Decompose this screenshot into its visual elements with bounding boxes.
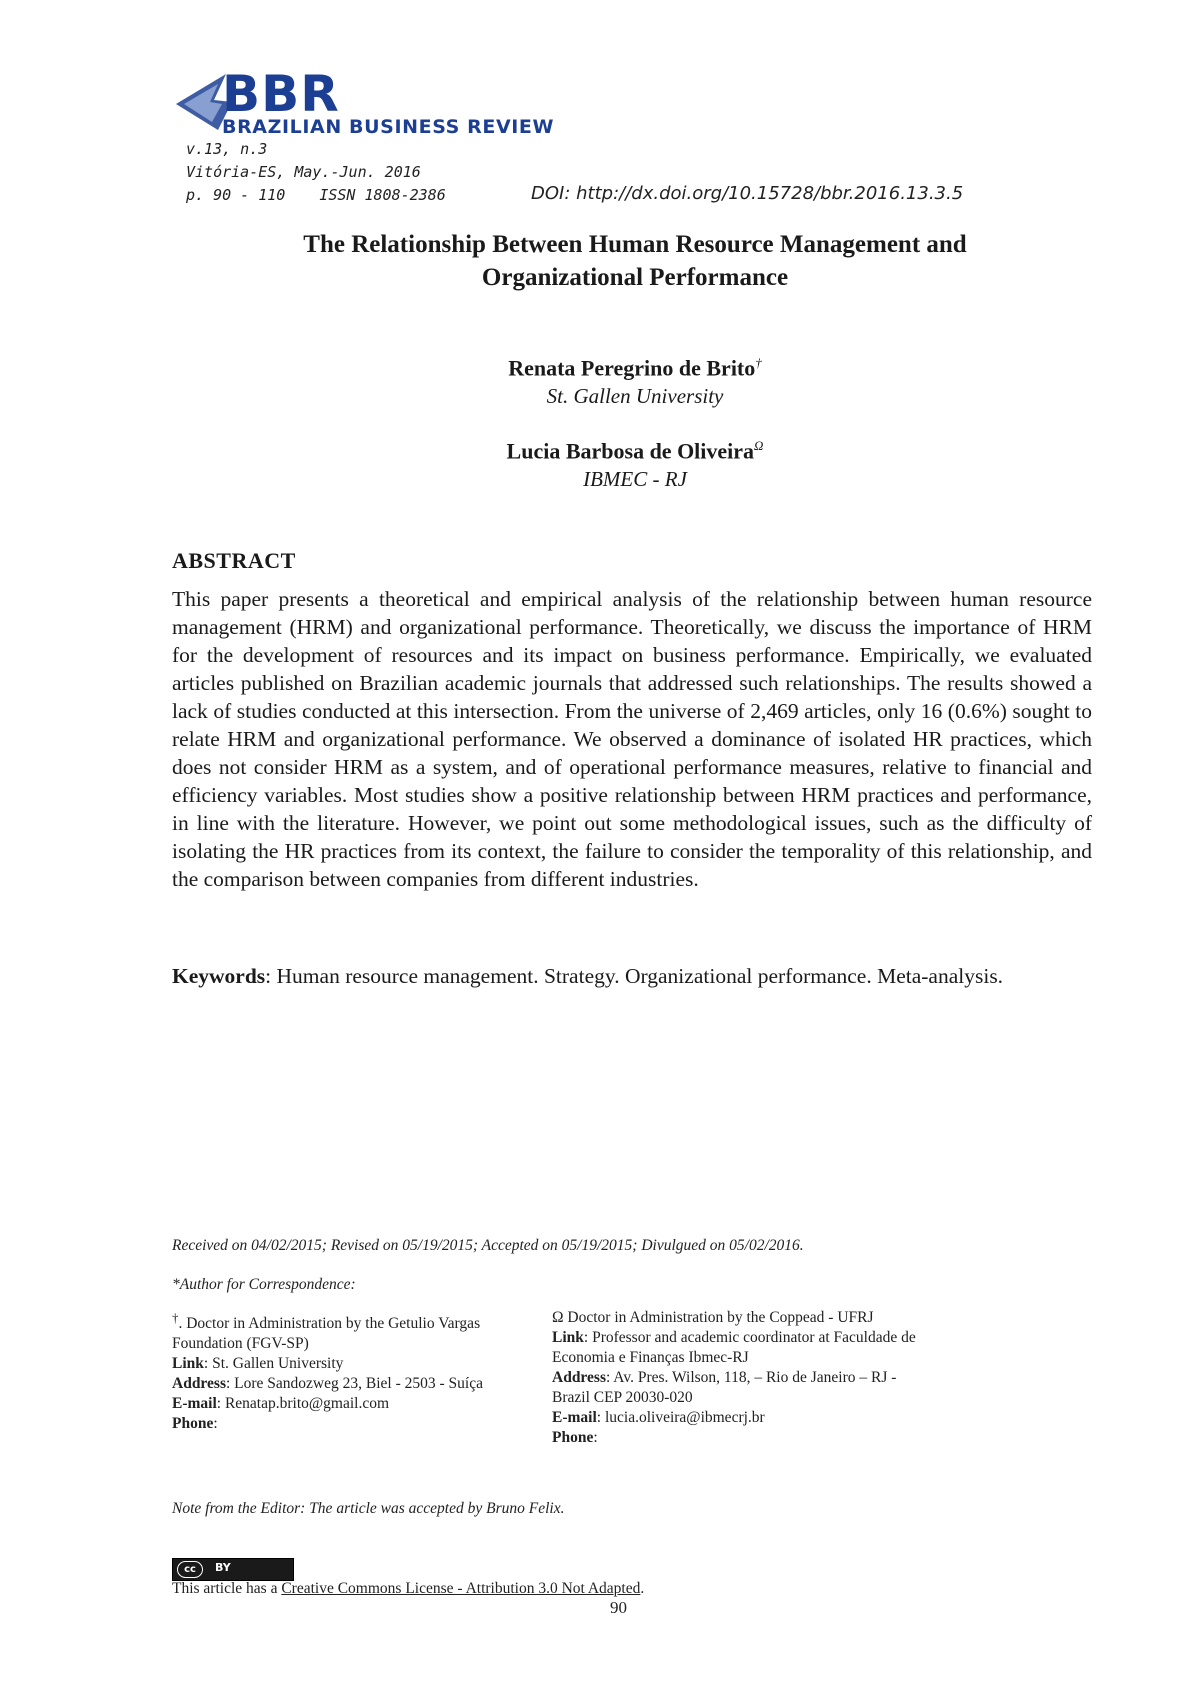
editor-note: Note from the Editor: The article was accepted by Bruno Felix. <box>172 1500 565 1517</box>
author-mark: Ω <box>754 438 764 453</box>
author-mark: † <box>755 355 762 370</box>
author-name: Lucia Barbosa de Oliveira <box>506 438 755 464</box>
author-affiliation: St. Gallen University <box>546 384 724 409</box>
correspondence-label: *Author for Correspondence: <box>172 1276 356 1293</box>
author-affiliation: IBMEC - RJ <box>583 467 687 492</box>
author-1 <box>172 349 1098 410</box>
author-2-details: Ω Doctor in Administration by the Coppead - UFRJ Link: Professor and academic coordinator at Faculdade de Economia e Finanças Ibmec-RJ Address: Av. Pres. Wilson, 118, – Rio de Janeiro – RJ - Brazil CEP 20030-020 E-mail: lucia.oliveira@ibmecrj.br Phone: <box>552 1309 916 1446</box>
author-1-details: †. Doctor in Administration by the Getulio Vargas Foundation (FGV-SP) Link: St. Gallen University Address: Lore Sandozweg 23, Biel - 2503 - Suíça E-mail: Renatap.brito@gmail.com Phone: <box>172 1310 483 1433</box>
author-2 <box>172 432 1098 493</box>
location-date: Vitória-ES, May.-Jun. 2016 <box>186 163 421 181</box>
issue-meta <box>186 138 446 207</box>
page-number: 90 <box>610 1598 627 1617</box>
license-line: This article has a Creative Commons License - Attribution 3.0 Not Adapted. <box>172 1580 645 1597</box>
keywords <box>172 962 1092 990</box>
volume: v.13, n.3 <box>186 140 268 158</box>
received-dates: Received on 04/02/2015; Revised on 05/19/2015; Accepted on 05/19/2015; Divulgued on 05/02/2016. <box>172 1237 804 1254</box>
cc-icon: cc <box>177 1561 203 1578</box>
author-2-email[interactable]: : lucia.oliveira@ibmecrj.br <box>596 1409 765 1426</box>
logo-text: BBR <box>222 65 340 123</box>
keywords-text: : Human resource management. Strategy. Organizational performance. Meta-analysis. <box>265 964 1004 988</box>
article-title: The Relationship Between Human Resource Management and Organizational Performance <box>303 231 967 291</box>
pages: p. 90 - 110 <box>186 186 286 204</box>
journal-logo <box>174 65 614 140</box>
license-link[interactable]: Creative Commons License - Attribution 3.0 Not Adapted <box>281 1580 641 1597</box>
issn: ISSN 1808-2386 <box>319 186 446 204</box>
cc-by-label: BY <box>215 1561 231 1574</box>
keywords-label: Keywords <box>172 964 266 988</box>
logo-subtitle: BRAZILIAN BUSINESS REVIEW <box>222 116 555 138</box>
author-1-email[interactable]: : Renatap.brito@gmail.com <box>216 1395 390 1413</box>
abstract-heading: ABSTRACT <box>172 548 296 573</box>
author-name: Renata Peregrino de Brito <box>508 355 756 381</box>
cc-license-badge[interactable] <box>172 1558 294 1581</box>
abstract-text: This paper presents a theoretical and empirical analysis of the relationship between human resource management (HRM) and organizational performance. Theoretically, we discuss the importance of HRM for the development of resources and its impact on business performance. Empirically, we evaluated articles published on Brazilian academic journals that addressed such relationships. The results showed a lack of studies conducted at this intersection. From the universe of 2,469 articles, only 16 (0.6%) sought to relate HRM and organizational performance. We observed a dominance of isolated HR practices, which does not consider HRM as a system, and of operational performance measures, relative to financial and efficiency variables. Most studies show a positive relationship between HRM practices and performance, in line with the literature. However, we point out some methodological issues, such as the difficulty of isolating the HR practices from its context, the failure to consider the temporality of this relationship, and the comparison between companies from different industries. <box>172 587 1092 891</box>
doi-link[interactable]: DOI: http://dx.doi.org/10.15728/bbr.2016.13.3.5 <box>531 183 964 204</box>
